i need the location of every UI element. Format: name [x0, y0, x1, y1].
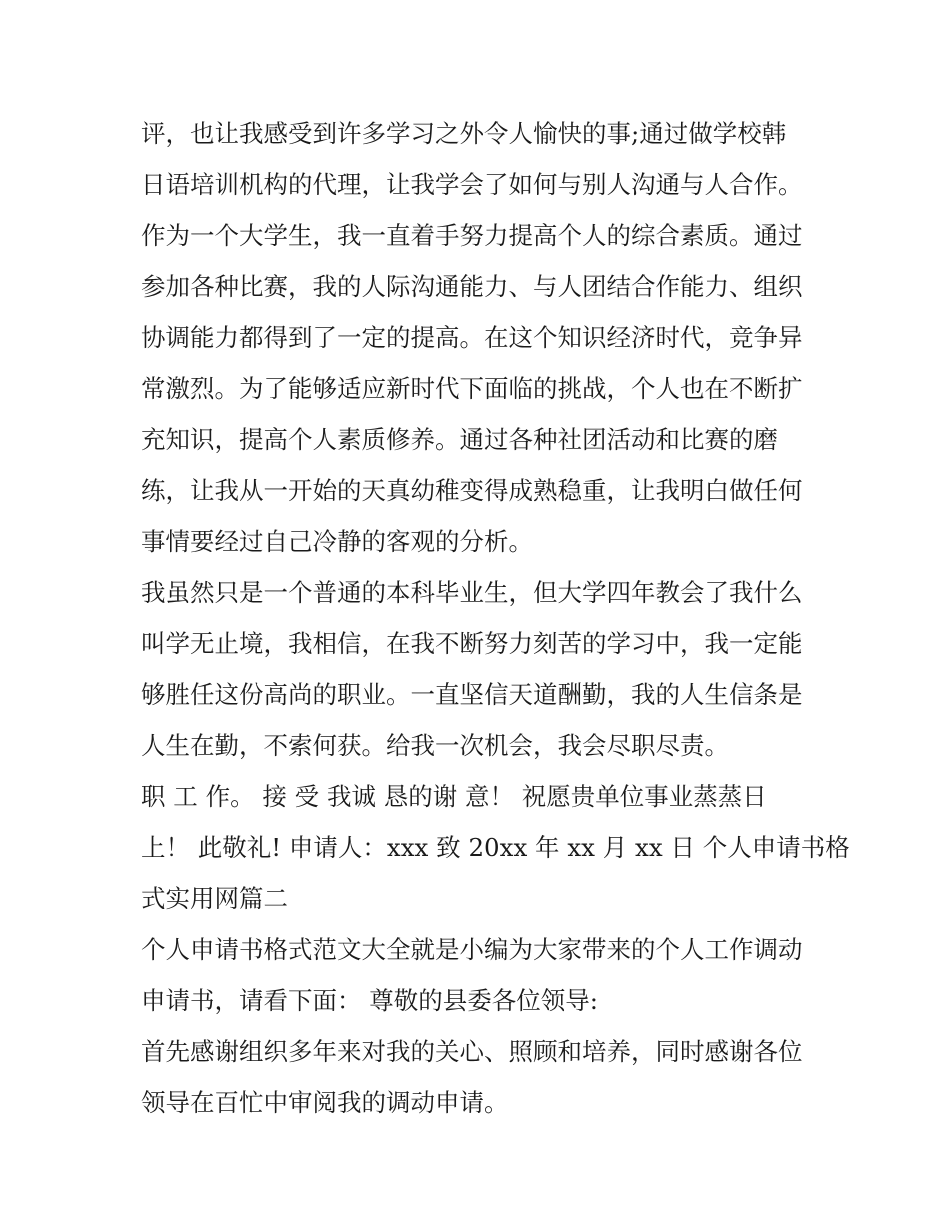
- text-line: 协调能力都得到了一定的提高。在这个知识经济时代，竞争异: [141, 323, 803, 352]
- text-line: 事情要经过自己冷静的客观的分析。: [141, 527, 533, 556]
- text-line: 作为一个大学生，我一直着手努力提高个人的综合素质。通过: [141, 221, 803, 250]
- text-line: 练，让我从一开始的天真幼稚变得成熟稳重，让我明白做任何: [141, 476, 803, 505]
- text-line: 领导在百忙中审阅我的调动申请。: [141, 1088, 509, 1117]
- text-line: 职 工 作。 接 受 我诚 恳的谢 意！ 祝愿贵单位事业蒸蒸日: [141, 782, 767, 811]
- text-line: 充知识，提高个人素质修养。通过各种社团活动和比赛的磨: [141, 425, 778, 454]
- text-line: 个人申请书格式范文大全就是小编为大家带来的个人工作调动: [141, 935, 803, 964]
- text-line: 日语培训机构的代理，让我学会了如何与别人沟通与人合作。: [141, 170, 803, 199]
- text-line: 我虽然只是一个普通的本科毕业生，但大学四年教会了我什么: [141, 578, 803, 607]
- text-line: 常激烈。为了能够适应新时代下面临的挑战，个人也在不断扩: [141, 374, 803, 403]
- document-body: [141, 108, 850, 1128]
- text-line: 够胜任这份高尚的职业。一直坚信天道酬勤，我的人生信条是: [141, 680, 803, 709]
- text-line: 人生在勤，不索何获。给我一次机会，我会尽职尽责。: [141, 731, 729, 760]
- text-line: 上！ 此敬礼! 申请人：xxx 致 20xx 年 xx 月 xx 日 个人申请书格: [141, 833, 850, 862]
- text-line: 首先感谢组织多年来对我的关心、照顾和培养，同时感谢各位: [141, 1037, 803, 1066]
- text-line: 叫学无止境，我相信，在我不断努力刻苦的学习中，我一定能: [141, 629, 803, 658]
- text-line: 式实用网篇二: [141, 884, 288, 913]
- text-line: 申请书，请看下面： 尊敬的县委各位领导:: [141, 986, 599, 1015]
- text-line: 参加各种比赛，我的人际沟通能力、与人团结合作能力、组织: [141, 272, 803, 301]
- text-line: 评，也让我感受到许多学习之外令人愉快的事;通过做学校韩: [141, 119, 787, 148]
